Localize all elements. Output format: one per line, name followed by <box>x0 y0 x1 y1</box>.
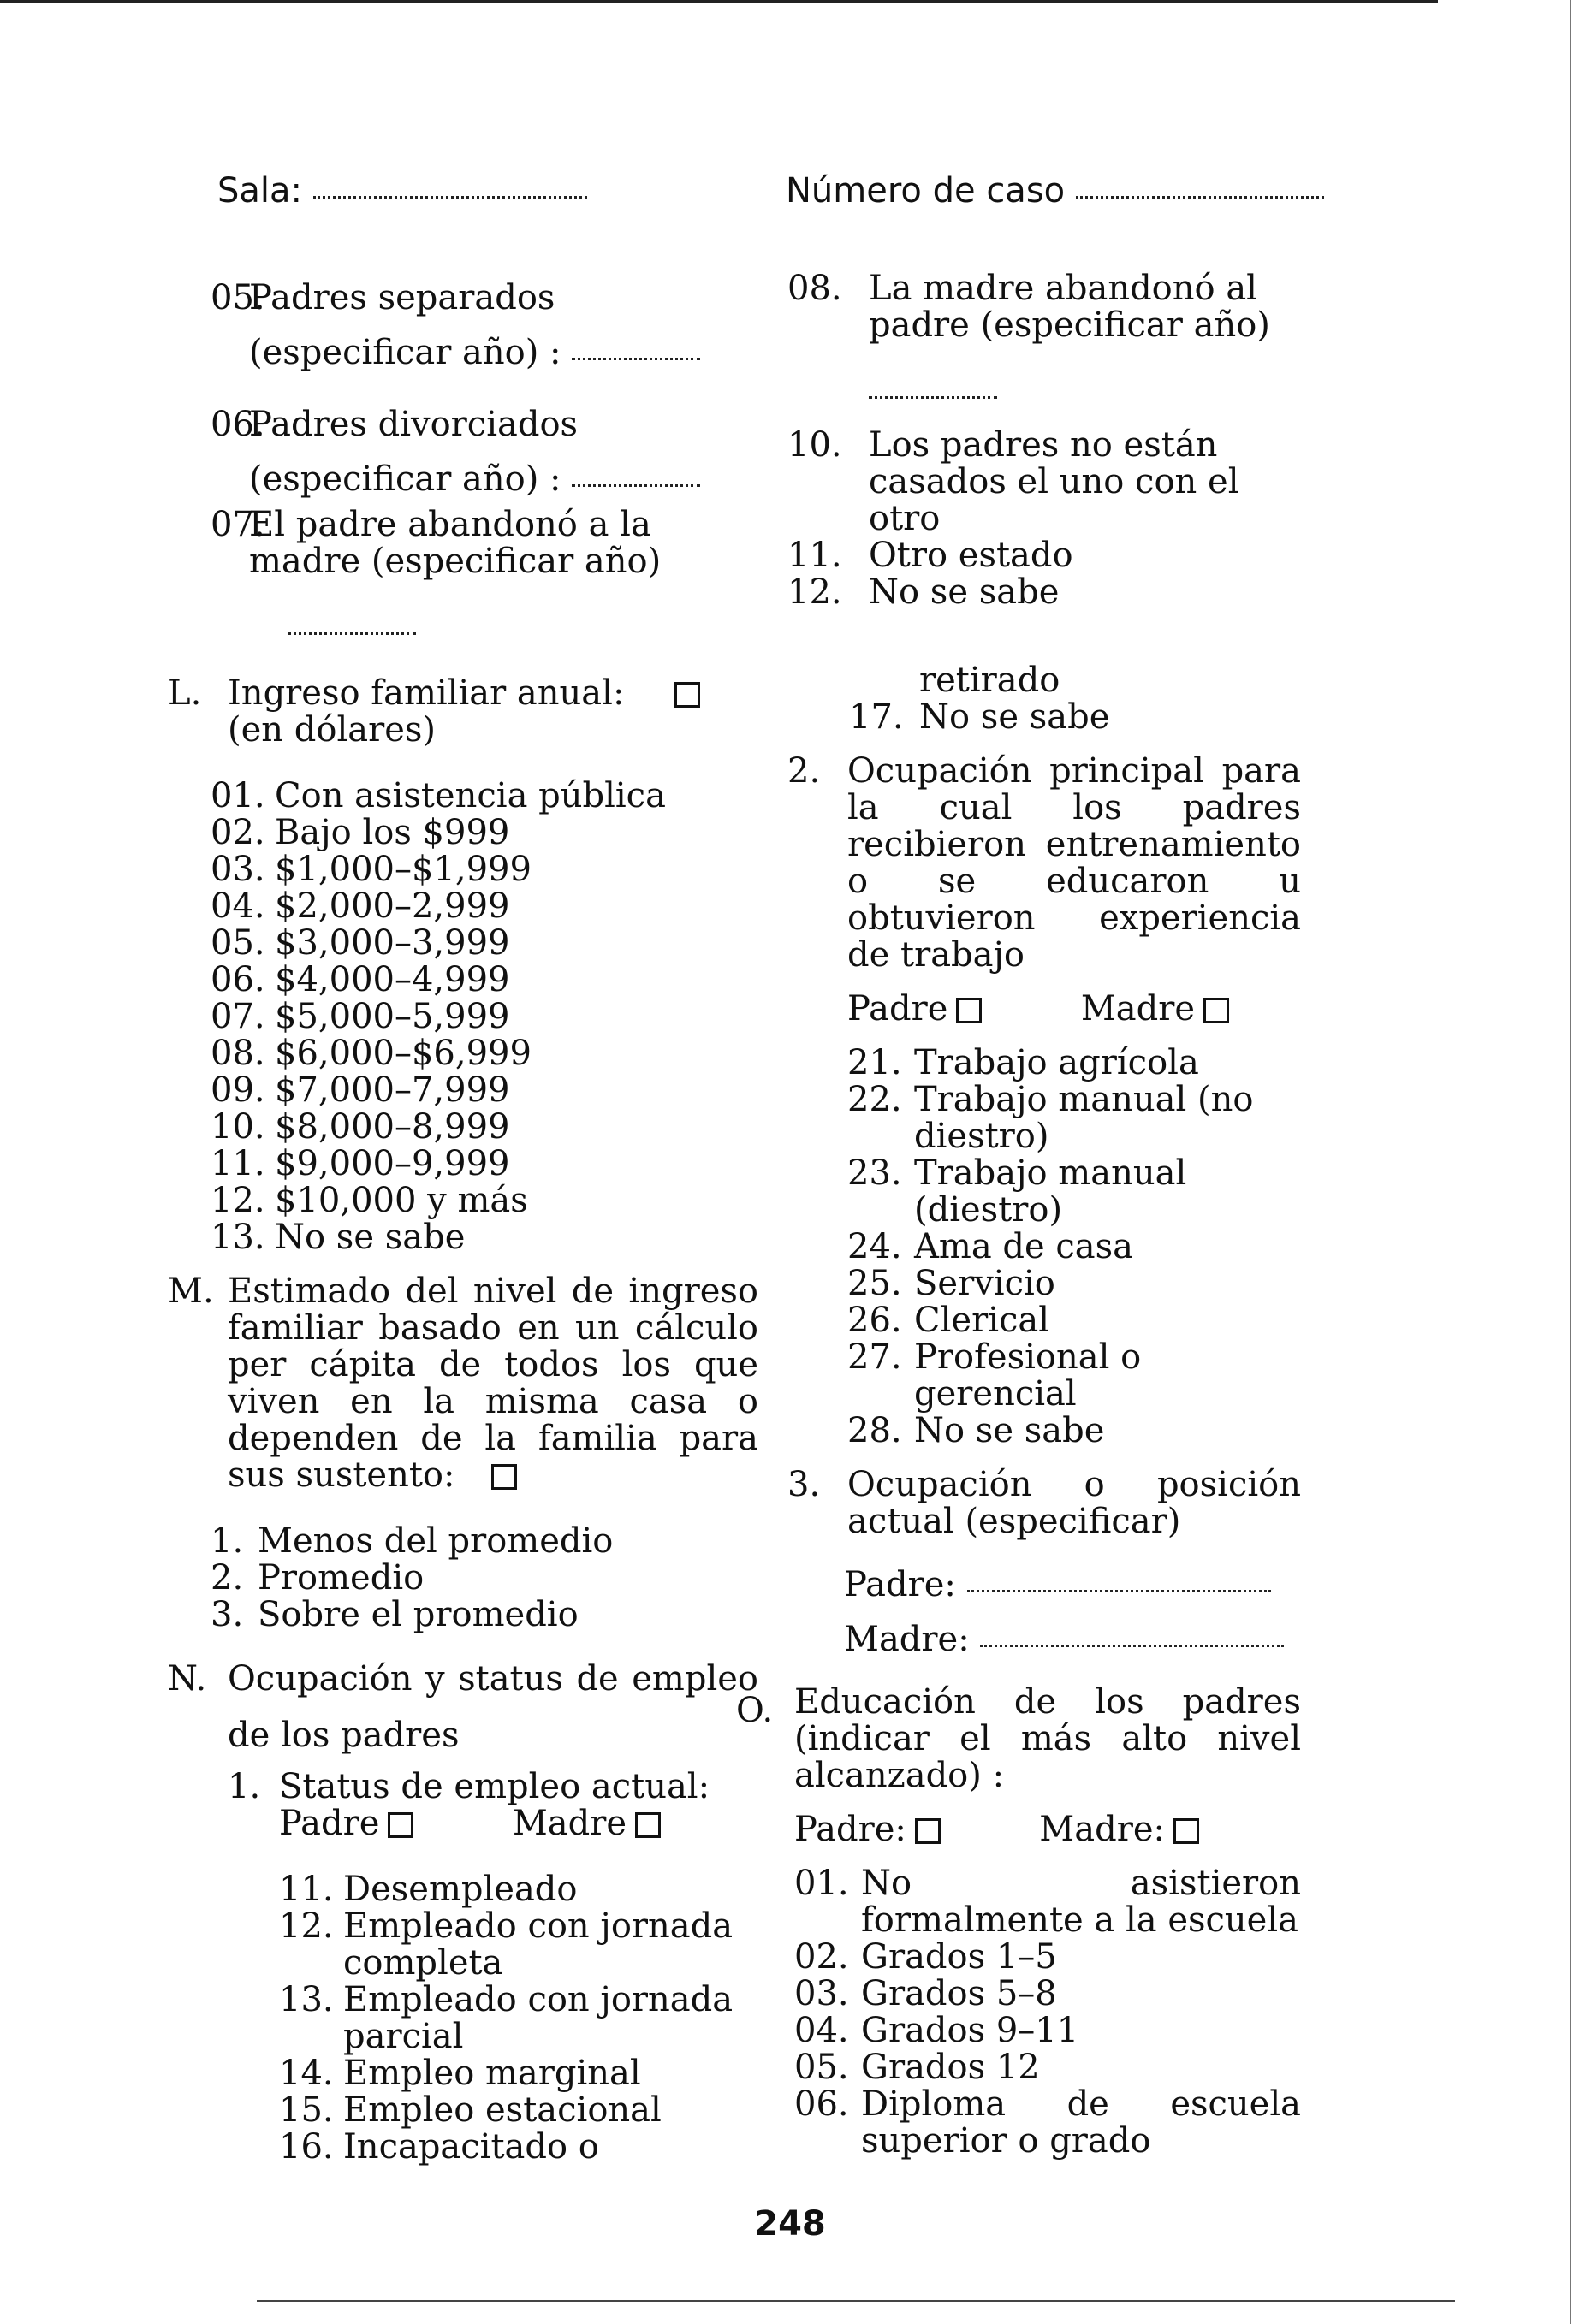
item-text: $1,000–$1,999 <box>275 850 532 889</box>
item-number: 02. <box>211 813 265 852</box>
item-number: 3. <box>211 1595 244 1634</box>
madre-checkbox[interactable] <box>1173 1818 1199 1844</box>
list-item <box>794 2086 1301 2160</box>
item-text: Con asistencia pública <box>275 776 666 815</box>
item-text: Desempleado <box>343 1870 578 1909</box>
right-column <box>736 269 1301 2161</box>
item-text: Servicio <box>914 1264 1055 1303</box>
item-text: $8,000–8,999 <box>275 1107 510 1147</box>
item-number: 21. <box>847 1043 902 1082</box>
year-blank[interactable] <box>572 484 700 487</box>
list-item <box>211 1908 758 1982</box>
madre-occupation-field: Madre: <box>787 1612 1301 1667</box>
item-number: 11. <box>279 1870 334 1909</box>
item-text: No se sabe <box>275 1218 466 1257</box>
item-text: Grados 5–8 <box>861 1974 1057 2013</box>
item-number: 16. <box>279 2127 334 2167</box>
list-item <box>794 1939 1301 1976</box>
list-item <box>168 851 758 888</box>
madre-checkbox[interactable] <box>1203 998 1229 1023</box>
item-number: 08. <box>211 1034 265 1073</box>
item-text: Trabajo manual (diestro) <box>914 1153 1187 1230</box>
madre-occupation-blank[interactable] <box>980 1645 1284 1647</box>
item-number: 2. <box>211 1558 244 1598</box>
item-number: 27. <box>847 1337 902 1377</box>
item-number: 13. <box>211 1218 265 1257</box>
list-item <box>847 1266 1301 1302</box>
occupation-options <box>787 1045 1301 1450</box>
list-item <box>211 2055 758 2092</box>
page-number: 248 <box>754 2204 826 2244</box>
item-text: Empleo estacional <box>343 2090 662 2130</box>
item-text: Empleado con jornada parcial <box>343 1980 734 2056</box>
continued-text: retirado <box>919 661 1060 700</box>
item-number: 28. <box>847 1411 902 1450</box>
padre-checkbox[interactable] <box>956 998 982 1023</box>
list-item: 06. Padres divorciados (especificar año) : <box>168 397 758 507</box>
section-N: N. Ocupación y status de empleo de los padres <box>168 1659 758 1755</box>
item-text: $4,000–4,999 <box>275 960 510 999</box>
padre-madre-row: Padre Madre <box>787 991 1301 1028</box>
list-item <box>211 2092 758 2129</box>
item-text: Profesional o gerencial <box>914 1337 1142 1414</box>
item-text: Diploma de escuela superior o grado <box>861 2084 1301 2161</box>
income-level-options <box>168 1523 758 1633</box>
top-rule <box>0 0 1438 3</box>
list-item <box>168 962 758 999</box>
item-text: Clerical <box>914 1301 1050 1340</box>
left-column <box>168 270 758 2166</box>
item-number: 04. <box>794 2011 849 2050</box>
list-item <box>168 888 758 925</box>
item-text: No se sabe <box>914 1411 1105 1450</box>
padre-madre-row: Padre: Madre: <box>787 1811 1301 1848</box>
list-item <box>794 1865 1301 1939</box>
checkbox[interactable] <box>674 682 700 708</box>
item-number: 01. <box>211 776 265 815</box>
employment-options <box>168 1871 758 2166</box>
list-item <box>847 1413 1301 1450</box>
item-number: 04. <box>211 886 265 926</box>
list-item <box>847 1302 1301 1339</box>
padre-checkbox[interactable] <box>915 1818 941 1844</box>
padre-occupation-field: Padre: <box>787 1557 1301 1612</box>
list-item: 10. Los padres no están casados el uno con el otro <box>787 425 1239 538</box>
sala-field <box>217 171 587 210</box>
item-number: 22. <box>847 1080 902 1119</box>
list-item: 05. Padres separados (especificar año) : <box>168 270 758 380</box>
list-item <box>794 2049 1301 2086</box>
item-number: 26. <box>847 1301 902 1340</box>
item-number: 05. <box>211 923 265 963</box>
item-number: 02. <box>794 1937 849 1977</box>
caso-field <box>786 171 1324 210</box>
item-text: Trabajo agrícola <box>914 1043 1199 1082</box>
item-text: $9,000–9,999 <box>275 1144 510 1183</box>
padre-checkbox[interactable] <box>388 1812 413 1838</box>
list-item <box>168 1035 758 1072</box>
list-item <box>847 1155 1301 1229</box>
item-number: 07. <box>211 997 265 1036</box>
item-text: No asistieron formalmente a la escuela <box>861 1864 1301 1940</box>
item-number: 10. <box>211 1107 265 1147</box>
item-text: $7,000–7,999 <box>275 1070 510 1110</box>
checkbox[interactable] <box>491 1464 517 1490</box>
year-blank[interactable] <box>288 632 416 635</box>
list-item <box>168 815 758 851</box>
item-text: $3,000–3,999 <box>275 923 510 963</box>
list-item <box>847 1082 1301 1155</box>
item-number: 03. <box>211 850 265 889</box>
list-item <box>168 1560 758 1597</box>
item-number: 13. <box>279 1980 334 2019</box>
item-text: Sobre el promedio <box>258 1595 579 1634</box>
item-number: 09. <box>211 1070 265 1110</box>
item-number: 11. <box>211 1144 265 1183</box>
item-text: Promedio <box>258 1558 425 1598</box>
item-text: Ama de casa <box>914 1227 1133 1266</box>
item-text: Grados 12 <box>861 2048 1040 2087</box>
list-item <box>211 1871 758 1908</box>
list-item <box>847 1339 1301 1413</box>
list-item <box>168 925 758 962</box>
sala-blank[interactable] <box>313 196 587 199</box>
item-text: $2,000–2,999 <box>275 886 510 926</box>
list-item <box>168 1146 758 1183</box>
section-O: O. Educación de los padres (indicar el más alto nivel alcanzado) : <box>736 1682 1301 1795</box>
year-blank[interactable] <box>572 358 700 360</box>
item-number: 05. <box>794 2048 849 2087</box>
employment-question: 1. Status de empleo actual: Padre Madre <box>228 1767 710 1843</box>
madre-checkbox[interactable] <box>635 1812 661 1838</box>
item-text: Empleado con jornada completa <box>343 1906 734 1983</box>
list-item: 12. No se sabe <box>787 572 1060 612</box>
year-blank[interactable] <box>869 396 997 399</box>
item-text: $5,000–5,999 <box>275 997 510 1036</box>
item-number: 06. <box>794 2084 849 2124</box>
item-text: Grados 1–5 <box>861 1937 1057 1977</box>
section-L: L. Ingreso familiar anual: (en dólares) <box>168 675 758 749</box>
list-item: 07. El padre abandonó a la madre (especificar año) <box>211 505 662 581</box>
item-number: 25. <box>847 1264 902 1303</box>
item-number: 03. <box>794 1974 849 2013</box>
list-item <box>847 1045 1301 1082</box>
item-number: 01. <box>794 1864 849 1903</box>
list-item <box>168 1597 758 1633</box>
occupation-question: 2. Ocupación principal para la cual los padres recibieron entrenamiento o se educaron u obtuvieron experiencia de trabajo <box>787 751 1301 975</box>
item-text: $6,000–$6,999 <box>275 1034 532 1073</box>
item-number: 24. <box>847 1227 902 1266</box>
list-item <box>168 1072 758 1109</box>
padre-occupation-blank[interactable] <box>967 1590 1271 1592</box>
caso-blank[interactable] <box>1076 196 1324 199</box>
item-number: 12. <box>279 1906 334 1946</box>
sala-label: Sala: <box>217 171 303 210</box>
item-number: 12. <box>211 1181 265 1220</box>
item-number: 23. <box>847 1153 902 1193</box>
item-text: Empleo marginal <box>343 2054 641 2093</box>
item-number: 1. <box>211 1521 244 1561</box>
list-item <box>794 1976 1301 2013</box>
list-item <box>168 1523 758 1560</box>
item-text: Incapacitado o <box>343 2127 599 2167</box>
list-item: 17. No se sabe <box>849 697 1110 737</box>
list-item <box>847 1229 1301 1266</box>
income-options <box>168 778 758 1256</box>
item-text: Trabajo manual (no diestro) <box>914 1080 1254 1156</box>
item-text: Bajo los $999 <box>275 813 510 852</box>
right-edge-rule <box>1570 0 1571 2324</box>
list-item <box>794 2013 1301 2049</box>
list-item <box>168 1183 758 1219</box>
bottom-rule <box>257 2300 1455 2302</box>
list-item <box>211 2129 758 2166</box>
item-text: Grados 9–11 <box>861 2011 1079 2050</box>
list-item <box>168 1219 758 1256</box>
list-item <box>211 1982 758 2055</box>
list-item: 11. Otro estado <box>787 536 1073 575</box>
item-text: Menos del promedio <box>258 1521 614 1561</box>
caso-label: Número de caso <box>786 171 1066 210</box>
item-number: 15. <box>279 2090 334 2130</box>
education-options <box>787 1865 1301 2160</box>
list-item: 08. La madre abandonó al padre (especificar año) <box>787 269 1270 345</box>
section-M: M. Estimado del nivel de ingreso familiar basado en un cálculo per cápita de todos los que viven en la misma casa o dependen de la familia para sus sustento: <box>168 1272 758 1495</box>
item-number: 06. <box>211 960 265 999</box>
list-item <box>168 778 758 815</box>
current-occupation-question: 3. Ocupación o posición actual (especificar) <box>787 1465 1301 1541</box>
list-item <box>168 1109 758 1146</box>
item-number: 14. <box>279 2054 334 2093</box>
item-text: $10,000 y más <box>275 1181 528 1220</box>
list-item <box>168 999 758 1035</box>
